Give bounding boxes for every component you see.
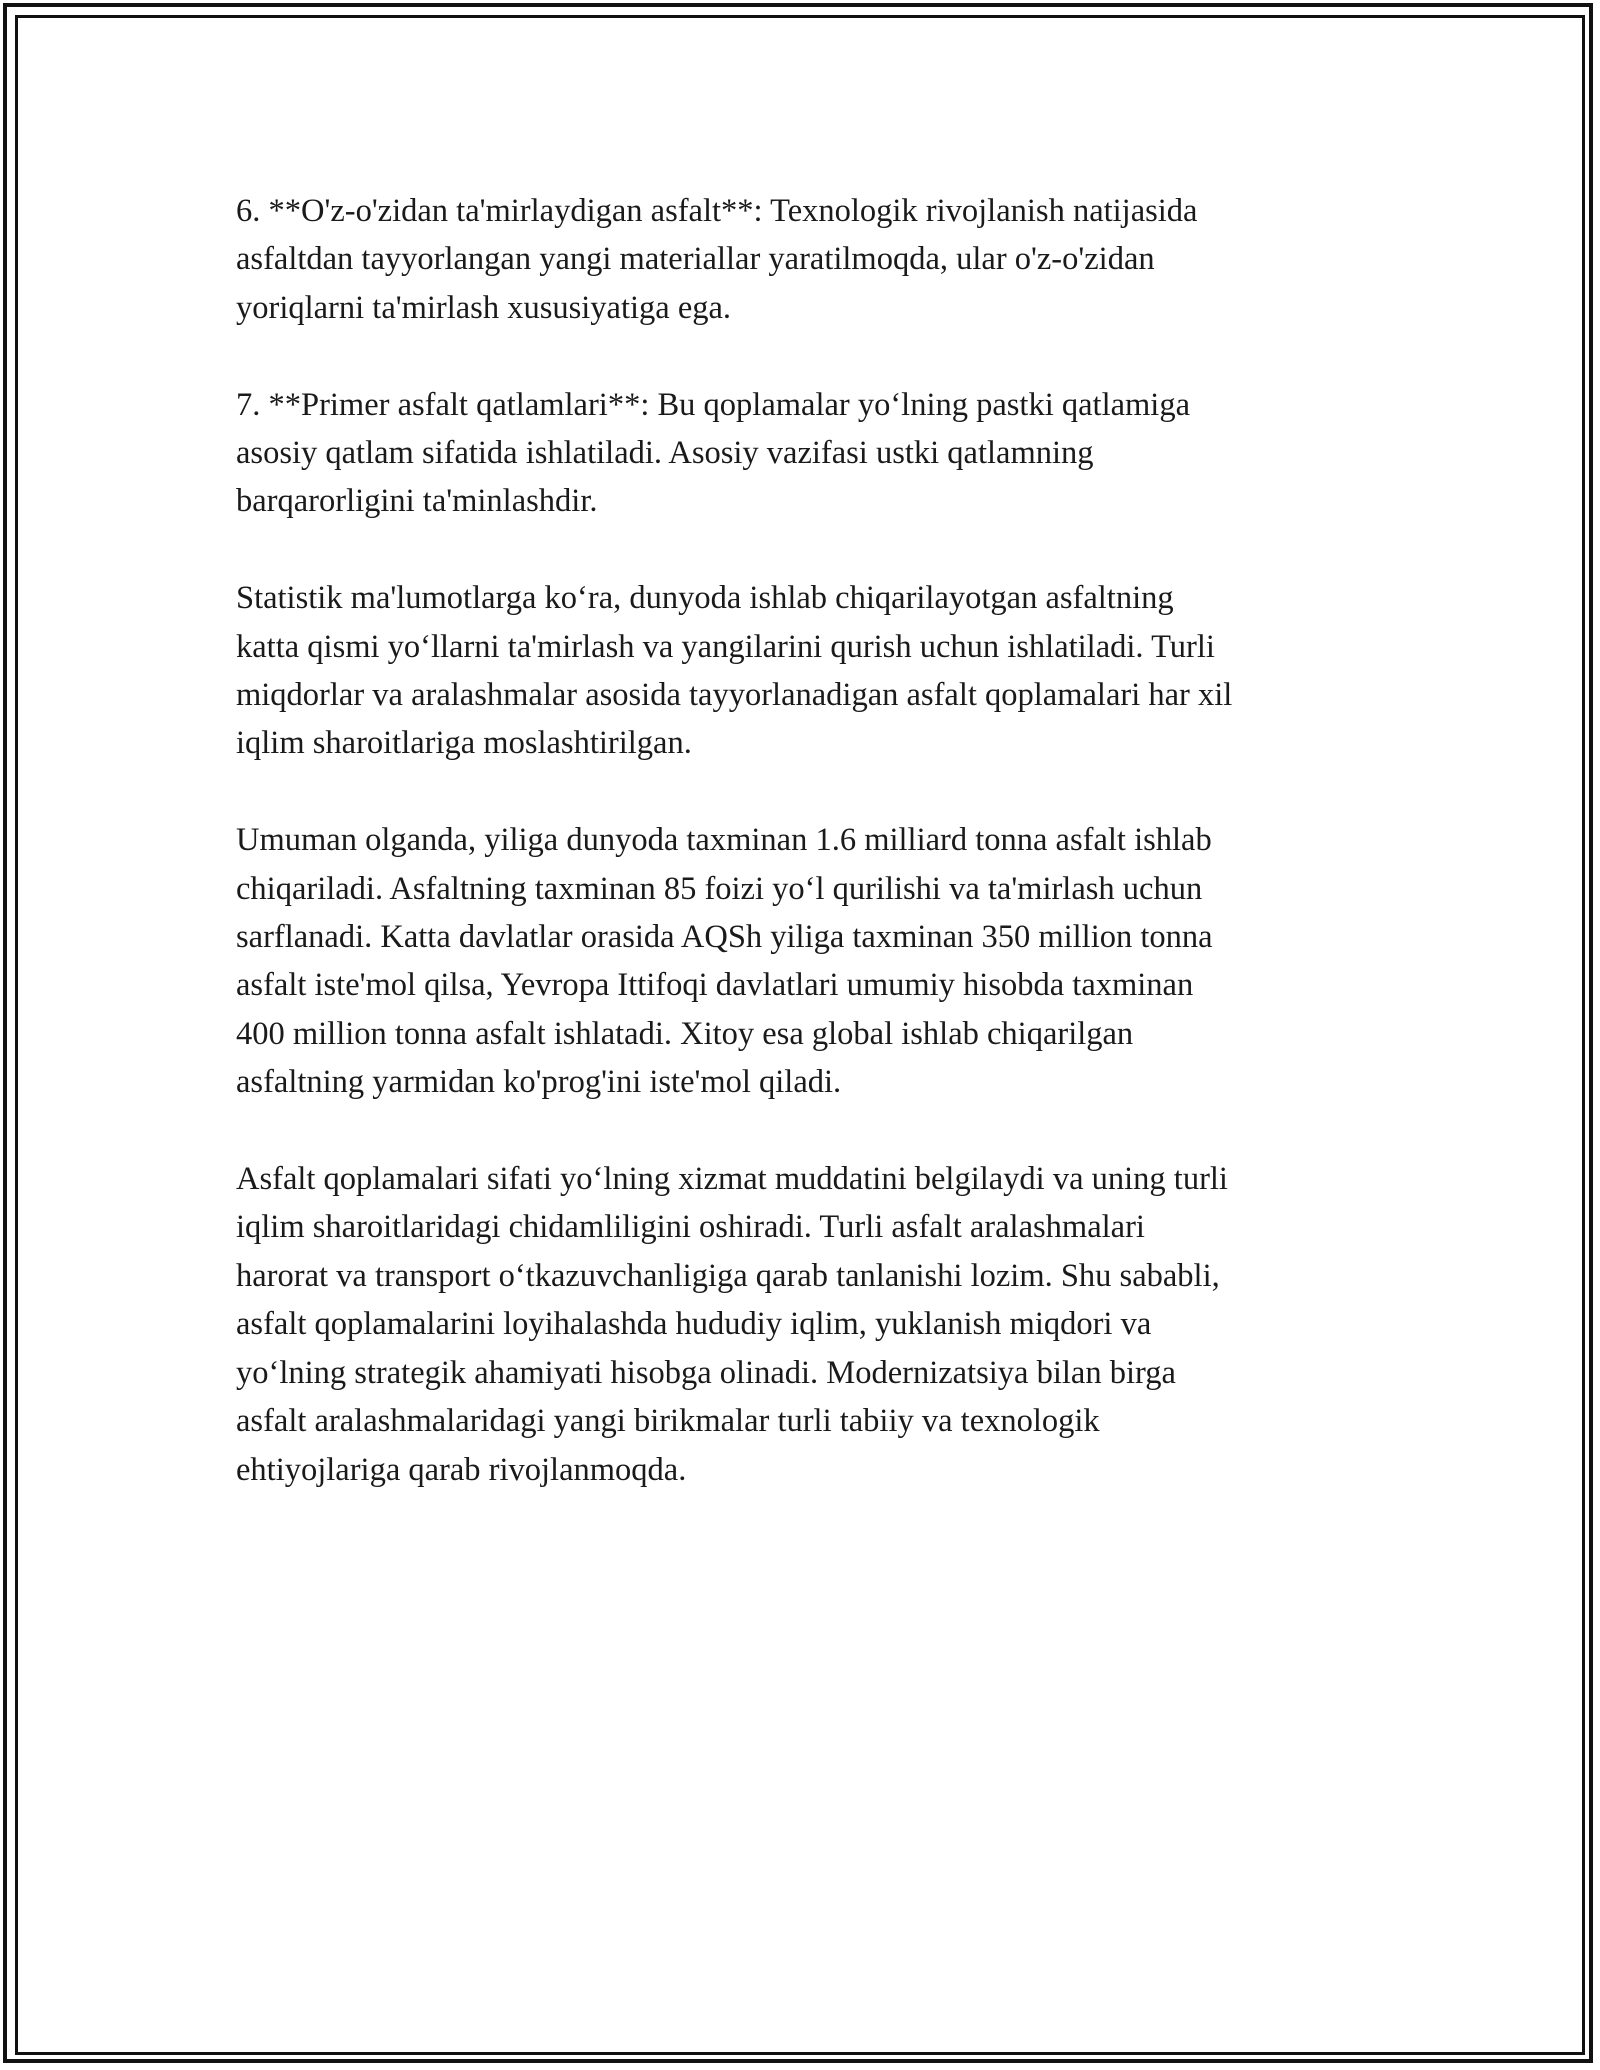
text-line: 7. **Primer asfalt qatlamlari**: Bu qoplamalar yo‘lning pastki qatlamiga: [236, 386, 1191, 423]
text-line: ehtiyojlariga qarab rivojlanmoqda.: [236, 1451, 687, 1488]
text-line: Umuman olganda, yiliga dunyoda taxminan 1.6 milliard tonna asfalt ishlab: [236, 822, 1212, 859]
text-line: yo‘lning strategik ahamiyati hisobga olinadi. Modernizatsiya bilan birga: [236, 1354, 1176, 1391]
text-line: sarflanadi. Katta davlatlar orasida AQSh yiliga taxminan 350 million tonna: [236, 919, 1213, 956]
text-line: miqdorlar va aralashmalar asosida tayyorlanadigan asfalt qoplamalari har xil: [236, 677, 1233, 714]
paragraph-primer-asphalt: [236, 381, 1376, 526]
text-line: chiqariladi. Asfaltning taxminan 85 foizi yo‘l qurilishi va ta'mirlash uchun: [236, 870, 1203, 907]
text-line: 400 million tonna asfalt ishlatadi. Xitoy esa global ishlab chiqarilgan: [236, 1015, 1134, 1052]
text-line: asosiy qatlam sifatida ishlatiladi. Asosiy vazifasi ustki qatlamning: [236, 435, 1094, 472]
text-line: iqlim sharoitlariga moslashtirilgan.: [236, 725, 692, 762]
document-body: [236, 187, 1376, 1542]
text-line: asfalt aralashmalaridagi yangi birikmalar turli tabiiy va texnologik: [236, 1403, 1100, 1440]
text-line: asfaltdan tayyorlangan yangi materiallar yaratilmoqda, ular o'z-o'zidan: [236, 241, 1155, 278]
text-line: harorat va transport o‘tkazuvchanligiga qarab tanlanishi lozim. Shu sababli,: [236, 1257, 1220, 1294]
text-line: asfalt iste'mol qilsa, Yevropa Ittifoqi davlatlari umumiy hisobda taxminan: [236, 967, 1194, 1004]
text-line: iqlim sharoitlaridagi chidamliligini oshiradi. Turli asfalt aralashmalari: [236, 1209, 1145, 1246]
text-line: 6. **O'z-o'zidan ta'mirlaydigan asfalt**: Texnologik rivojlanish natijasida: [236, 193, 1198, 229]
text-line: barqarorligini ta'minlashdir.: [236, 483, 598, 520]
text-line: asfaltning yarmidan ko'prog'ini iste'mol qiladi.: [236, 1064, 842, 1101]
paragraph-quality-conclusion: [236, 1155, 1376, 1494]
paragraph-production-volumes: [236, 816, 1376, 1106]
text-line: yoriqlarni ta'mirlash xususiyatiga ega.: [236, 289, 732, 326]
text-line: Asfalt qoplamalari sifati yo‘lning xizmat muddatini belgilaydi va uning turli: [236, 1161, 1228, 1198]
paragraph-statistics: [236, 574, 1376, 768]
text-line: Statistik ma'lumotlarga ko‘ra, dunyoda ishlab chiqarilayotgan asfaltning: [236, 580, 1174, 617]
paragraph-self-healing-asphalt: [236, 187, 1376, 332]
text-line: asfalt qoplamalarini loyihalashda hududiy iqlim, yuklanish miqdori va: [236, 1306, 1152, 1343]
text-line: katta qismi yo‘llarni ta'mirlash va yangilarini qurish uchun ishlatiladi. Turli: [236, 628, 1215, 665]
